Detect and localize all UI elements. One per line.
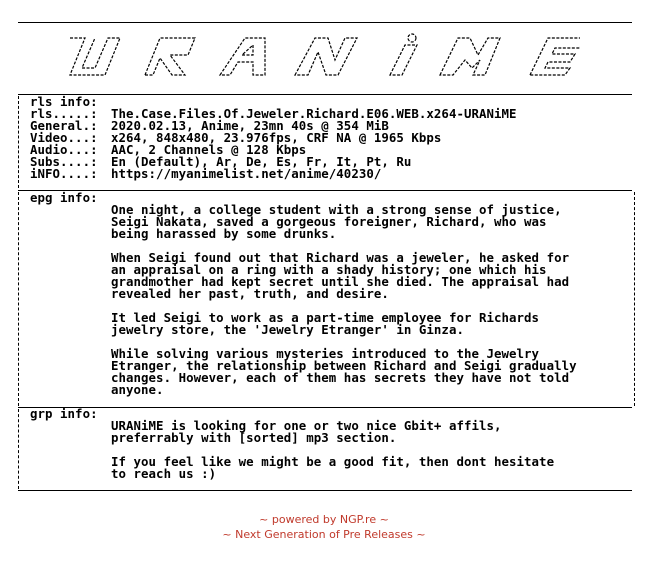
epg-line: grandmother had kept secret until she died. The appraisal had (111, 274, 570, 289)
banner-divider (18, 94, 632, 95)
epg-line: changes. However, each of them has secrets they have not told (111, 370, 570, 385)
grp-line: to reach us :) (111, 466, 217, 481)
grp-heading: grp info: (30, 406, 98, 421)
epg-line: When Seigi found out that Richard was a jeweler, he asked for (111, 250, 570, 265)
grp-left-border (18, 409, 19, 489)
epg-line: Etranger, the relationship between Richard and Seigi gradually (111, 358, 577, 373)
footer-powered-by: ~ powered by NGP.re ~ (259, 513, 389, 526)
epg-line: being harassed by some drunks. (111, 226, 337, 241)
epg-right-border (634, 192, 635, 406)
footer-tagline: ~ Next Generation of Pre Releases ~ (222, 528, 426, 541)
epg-line: It led Seigi to work as a part-time employee for Richards (111, 310, 540, 325)
grp-line: URANiME is looking for one or two nice Gbit+ affils, (111, 418, 502, 433)
epg-line: anyone. (111, 382, 164, 397)
epg-divider (18, 407, 632, 408)
epg-left-border (18, 192, 19, 406)
video-value: x264, 848x480, 23.976fps, CRF NA @ 1965 Kbps (111, 130, 442, 145)
info-label: iNFO....: (30, 166, 98, 181)
subs-label: Subs....: (30, 154, 98, 169)
grp-line: preferrably with [sorted] mp3 section. (111, 430, 397, 445)
epg-line: revealed her past, truth, and desire. (111, 286, 389, 301)
uranime-logo (60, 30, 580, 85)
audio-label: Audio...: (30, 142, 98, 157)
rls-label: rls.....: (30, 106, 98, 121)
epg-line: One night, a college student with a strong sense of justice, (111, 202, 562, 217)
epg-line: an appraisal on a ring with a shady history; one which his (111, 262, 547, 277)
grp-line: If you feel like we might be a good fit, then dont hesitate (111, 454, 555, 469)
bottom-divider (18, 490, 632, 491)
top-divider (18, 22, 632, 23)
rls-value: The.Case.Files.Of.Jeweler.Richard.E06.WEB.x264-URANiME (111, 106, 517, 121)
subs-value: En (Default), Ar, De, Es, Fr, It, Pt, Ru (111, 154, 412, 169)
general-value: 2020.02.13, Anime, 23mn 40s @ 354 MiB (111, 118, 389, 133)
info-url[interactable]: https://myanimelist.net/anime/40230/ (111, 166, 382, 181)
rls-divider (18, 190, 632, 191)
rls-left-border (18, 96, 19, 188)
epg-line: jewelry store, the 'Jewelry Etranger' in Ginza. (111, 322, 464, 337)
audio-value: AAC, 2 Channels @ 128 Kbps (111, 142, 307, 157)
epg-line: While solving various mysteries introduced to the Jewelry (111, 346, 540, 361)
general-label: General.: (30, 118, 98, 133)
rls-heading: rls info: (30, 94, 98, 109)
epg-line: Seigi Nakata, saved a gorgeous foreigner, Richard, who was (111, 214, 547, 229)
epg-heading: epg info: (30, 190, 98, 205)
video-label: Video...: (30, 130, 98, 145)
